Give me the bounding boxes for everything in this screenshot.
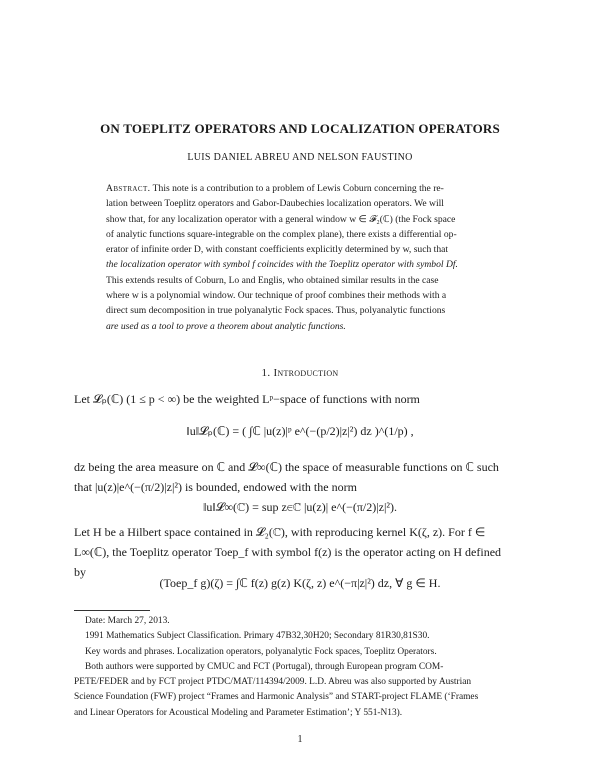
body-paragraph (74, 457, 528, 497)
abstract-line: lation between Toeplitz operators and Gabor-Daubechies localization operators. We will (106, 198, 444, 210)
footnote-date: Date: March 27, 2013. (85, 616, 170, 626)
abstract-line (106, 181, 494, 196)
equation-norm-infinity: ‖u‖𝓛∞(ℂ) = sup z∈ℂ |u(z)| e^(−(π/2)|z|²). (203, 500, 397, 514)
paper-authors: LUIS DANIEL ABREU AND NELSON FAUSTINO (187, 152, 413, 163)
footnote-support-line: and Linear Operators for Acoustical Modeling and Parameter Estimation’; Y 551-N13). (74, 707, 403, 718)
equation-norm-p: ‖u‖𝓛ₚ(ℂ) = ( ∫ℂ |u(z)|ᵖ e^(−(p/2)|z|²) dz )^(1/p) , (186, 424, 414, 438)
body-line: dz being the area measure on ℂ and 𝓛∞(ℂ) the space of measurable functions on ℂ such (74, 460, 499, 474)
body-line: by (74, 565, 86, 579)
body-line: L∞(ℂ), the Toeplitz operator Toep_f with symbol f(z) is the operator acting on H defined (74, 545, 502, 559)
paper-title: ON TOEPLITZ OPERATORS AND LOCALIZATION OPERATORS (100, 121, 500, 136)
section-number: 1. (261, 367, 271, 379)
footnote-support-line: Science Foundation (FWF) project “Frames and Harmonic Analysis” and START-project FLAME (‘Frames (74, 692, 479, 703)
abstract-heading: Abstract. (106, 183, 151, 194)
equation-toeplitz: (Toep_f g)(ζ) = ∫ℂ f(z) g(z) K(ζ, z) e^(−π|z|²) dz, ∀ g ∈ H. (159, 576, 441, 590)
abstract-line: erator of infinite order D, with constant coefficients explicitly determined by w, such that (106, 244, 449, 256)
abstract-line: where w is a polynomial window. Our technique of proof combines their methods with a (106, 290, 447, 302)
abstract-text: This note is a contribution to a problem of Lewis Coburn concerning the re- (150, 183, 444, 194)
footnotes (74, 614, 528, 721)
footnote-support-line: Both authors were supported by CMUC and FCT (Portugal), through European program COM- (85, 661, 444, 672)
abstract-line: direct sum decomposition in true polyanalytic Fock spaces. Thus, polyanalytic functions (106, 305, 446, 317)
body-line: that |u(z)|e^(−(π/2)|z|²) is bounded, endowed with the norm (74, 480, 357, 494)
section-heading (0, 367, 600, 379)
page-number: 1 (297, 734, 303, 745)
section-title: Introduction (273, 367, 339, 379)
body-paragraph (74, 522, 528, 582)
abstract-line: of analytic functions square-integrable on the complex plane), there exists a differential op- (106, 228, 457, 240)
abstract-line: are used as a tool to prove a theorem about analytic functions. (106, 320, 346, 332)
abstract-block (106, 181, 494, 334)
body-paragraph: Let 𝓛ₚ(ℂ) (1 ≤ p < ∞) be the weighted Lᵖ−space of functions with norm (74, 392, 420, 406)
abstract-line: the localization operator with symbol f coincides with the Toeplitz operator with symbol Df. (106, 259, 458, 271)
footnote-support-line: PETE/FEDER and by FCT project PTDC/MAT/114394/2009. L.D. Abreu was also supported by Austrian (74, 677, 472, 688)
footnote-rule (74, 610, 150, 611)
footnote-msc: 1991 Mathematics Subject Classification. Primary 47B32,30H20; Secondary 81R30,81S30. (85, 631, 430, 642)
body-line: Let H be a Hilbert space contained in 𝓛₂(ℂ), with reproducing kernel K(ζ, z). For f ∈ (74, 525, 486, 539)
abstract-line: show that, for any localization operator with a general window w ∈ 𝓕₂(ℂ) (the Fock space (106, 213, 456, 225)
abstract-line: This extends results of Coburn, Lo and Englis, who obtained similar results in the case (106, 274, 439, 286)
footnote-keywords: Key words and phrases. Localization operators, polyanalytic Fock spaces, Toeplitz Operators. (85, 646, 437, 657)
